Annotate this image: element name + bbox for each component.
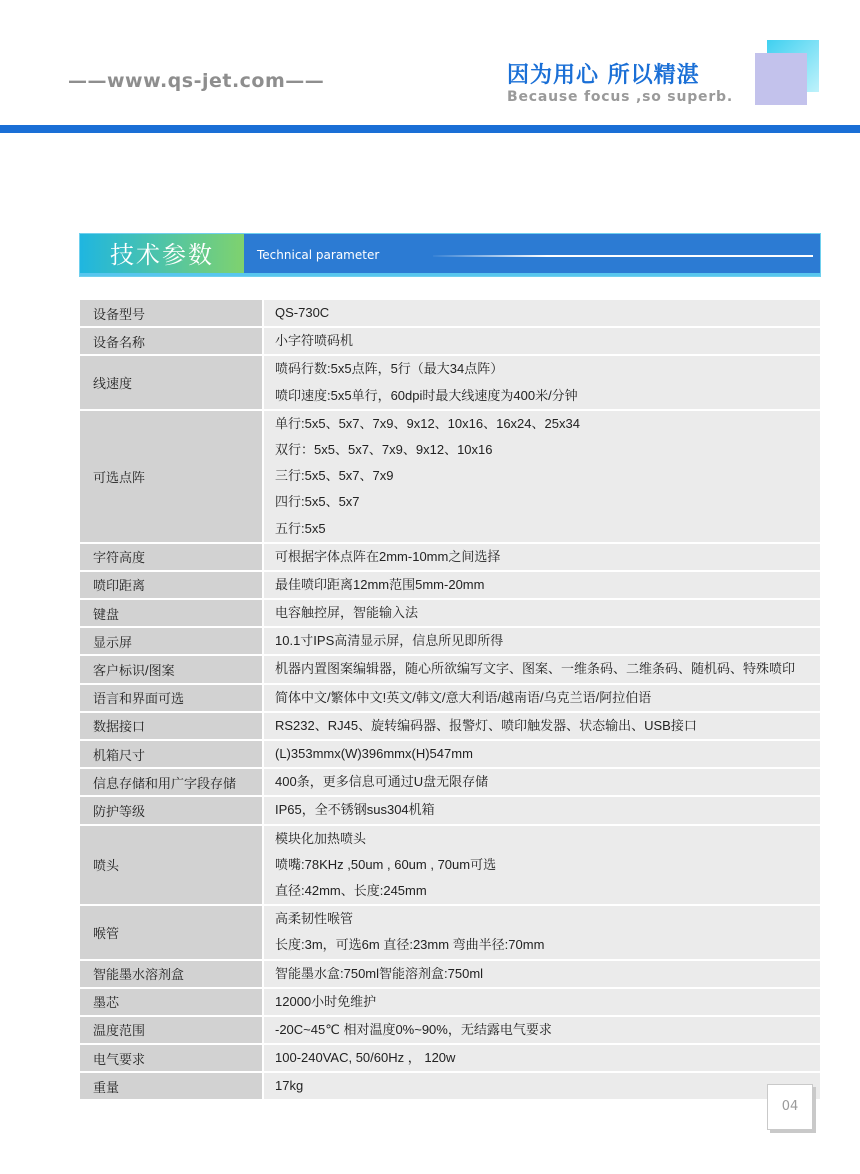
spec-value bbox=[263, 712, 820, 740]
spec-value bbox=[263, 905, 820, 959]
table-row bbox=[80, 1072, 820, 1100]
spec-value bbox=[263, 543, 820, 571]
spec-value bbox=[263, 796, 820, 824]
spec-label: 信息存储和用广字段存储 bbox=[80, 768, 263, 796]
spec-value bbox=[263, 300, 820, 327]
spec-value bbox=[263, 1072, 820, 1100]
spec-label: 电气要求 bbox=[80, 1044, 263, 1072]
table-row bbox=[80, 627, 820, 655]
spec-value bbox=[263, 960, 820, 988]
header-divider bbox=[0, 125, 860, 133]
spec-value-line: 喷码行数:5x5点阵，5行（最大34点阵） bbox=[275, 361, 504, 377]
spec-value-line: 双行：5x5、5x7、7x9、9x12、10x16 bbox=[275, 441, 493, 457]
spec-value-line: 400条，更多信息可通过U盘无限存储 bbox=[275, 774, 489, 790]
spec-value-line: 模块化加热喷头 bbox=[275, 830, 367, 846]
spec-table bbox=[80, 300, 820, 1101]
spec-value-line: 机器内置图案编辑器，随心所欲编写文字、图案、一维条码、二维条码、随机码、特殊喷印 bbox=[275, 661, 796, 677]
table-row bbox=[80, 712, 820, 740]
spec-value-line: 最佳喷印距离12mm范围5mm-20mm bbox=[275, 576, 485, 592]
spec-label: 显示屏 bbox=[80, 627, 263, 655]
spec-label: 数据接口 bbox=[80, 712, 263, 740]
table-row bbox=[80, 599, 820, 627]
table-row bbox=[80, 355, 820, 409]
spec-value-line: 喷嘴:78KHz ,50um , 60um , 70um可选 bbox=[275, 856, 497, 872]
spec-value-line: 三行:5x5、5x7、7x9 bbox=[275, 468, 394, 484]
spec-value-line: RS232、RJ45、旋转编码器、报警灯、喷印触发器、状态输出、USB接口 bbox=[275, 717, 697, 733]
spec-value bbox=[263, 327, 820, 355]
spec-value-line: 智能墨水盒:750ml智能溶剂盒:750ml bbox=[275, 965, 484, 981]
spec-value-line: 单行:5x5、5x7、7x9、9x12、10x16、16x24、25x34 bbox=[275, 415, 580, 431]
spec-value-line: 简体中文/繁体中文!英文/韩文/意大利语/越南语/乌克兰语/阿拉伯语 bbox=[275, 689, 652, 705]
spec-value-line: 17kg bbox=[275, 1078, 304, 1094]
spec-value bbox=[263, 410, 820, 543]
spec-label: 温度范围 bbox=[80, 1016, 263, 1044]
section-title-chinese: 技术参数 bbox=[80, 234, 244, 276]
spec-label: 设备型号 bbox=[80, 300, 263, 327]
spec-value-line: 直径:42mm、长度:245mm bbox=[275, 882, 427, 898]
spec-value bbox=[263, 599, 820, 627]
spec-label: 可选点阵 bbox=[80, 410, 263, 543]
spec-label: 喉管 bbox=[80, 905, 263, 959]
slogan-chinese: 因为用心 所以精湛 bbox=[507, 63, 700, 88]
table-row bbox=[80, 768, 820, 796]
spec-table-body bbox=[80, 300, 820, 1100]
spec-value bbox=[263, 988, 820, 1016]
table-row bbox=[80, 571, 820, 599]
table-row bbox=[80, 740, 820, 768]
spec-value bbox=[263, 571, 820, 599]
spec-value-line: (L)353mmx(W)396mmx(H)547mm bbox=[275, 746, 473, 761]
table-row bbox=[80, 684, 820, 712]
spec-value bbox=[263, 1044, 820, 1072]
spec-value-line: 喷印速度:5x5单行，60dpi时最大线速度为400米/分钟 bbox=[275, 387, 578, 403]
spec-value bbox=[263, 627, 820, 655]
table-row bbox=[80, 327, 820, 355]
page-number: 04 bbox=[767, 1084, 813, 1130]
table-row bbox=[80, 543, 820, 571]
site-url: ——www.qs-jet.com—— bbox=[68, 70, 325, 92]
spec-label: 设备名称 bbox=[80, 327, 263, 355]
spec-value-line: -20C~45℃ 相对温度0%~90%，无结露电气要求 bbox=[275, 1021, 552, 1037]
decorative-square-lavender bbox=[755, 53, 807, 105]
spec-value bbox=[263, 684, 820, 712]
table-row bbox=[80, 988, 820, 1016]
spec-value-line: 小字符喷码机 bbox=[275, 333, 354, 349]
spec-value-line: 长度:3m，可选6m 直径:23mm 弯曲半径:70mm bbox=[275, 937, 545, 953]
spec-label: 喷印距离 bbox=[80, 571, 263, 599]
table-row bbox=[80, 1044, 820, 1072]
section-bottom-strip bbox=[80, 273, 820, 276]
section-title-english: Technical parameter bbox=[257, 248, 380, 262]
spec-value-line: 可根据字体点阵在2mm-10mm之间选择 bbox=[275, 548, 501, 564]
table-row bbox=[80, 960, 820, 988]
table-row bbox=[80, 655, 820, 683]
spec-value bbox=[263, 740, 820, 768]
table-row bbox=[80, 300, 820, 327]
spec-value-line: 五行:5x5 bbox=[275, 520, 326, 536]
spec-label: 线速度 bbox=[80, 355, 263, 409]
spec-value-line: 12000小时免维护 bbox=[275, 993, 377, 1009]
spec-value bbox=[263, 655, 820, 683]
spec-label: 防护等级 bbox=[80, 796, 263, 824]
slogan-english: Because focus ,so superb. bbox=[507, 89, 733, 105]
table-row bbox=[80, 410, 820, 543]
spec-value-line: IP65，全不锈钢sus304机箱 bbox=[275, 802, 435, 818]
section-title-bar bbox=[79, 233, 821, 277]
table-row bbox=[80, 905, 820, 959]
spec-label: 机箱尺寸 bbox=[80, 740, 263, 768]
spec-label: 客户标识/图案 bbox=[80, 655, 263, 683]
table-row bbox=[80, 825, 820, 906]
spec-value-line: 100-240VAC, 50/60Hz ， 120w bbox=[275, 1050, 456, 1066]
spec-value-line: 四行:5x5、5x7 bbox=[275, 494, 360, 510]
spec-label: 喷头 bbox=[80, 825, 263, 906]
spec-value-line: QS-730C bbox=[275, 305, 330, 320]
spec-label: 字符高度 bbox=[80, 543, 263, 571]
spec-value-line: 电容触控屏，智能输入法 bbox=[275, 605, 419, 621]
spec-label: 重量 bbox=[80, 1072, 263, 1100]
spec-value bbox=[263, 1016, 820, 1044]
spec-value bbox=[263, 355, 820, 409]
spec-value-line: 10.1寸IPS高清显示屏，信息所见即所得 bbox=[275, 633, 504, 649]
spec-label: 墨芯 bbox=[80, 988, 263, 1016]
spec-label: 语言和界面可选 bbox=[80, 684, 263, 712]
spec-label: 智能墨水溶剂盒 bbox=[80, 960, 263, 988]
section-decorative-line bbox=[433, 255, 813, 257]
spec-value bbox=[263, 825, 820, 906]
spec-label: 键盘 bbox=[80, 599, 263, 627]
spec-value bbox=[263, 768, 820, 796]
table-row bbox=[80, 796, 820, 824]
spec-value-line: 高柔韧性喉管 bbox=[275, 911, 354, 927]
table-row bbox=[80, 1016, 820, 1044]
